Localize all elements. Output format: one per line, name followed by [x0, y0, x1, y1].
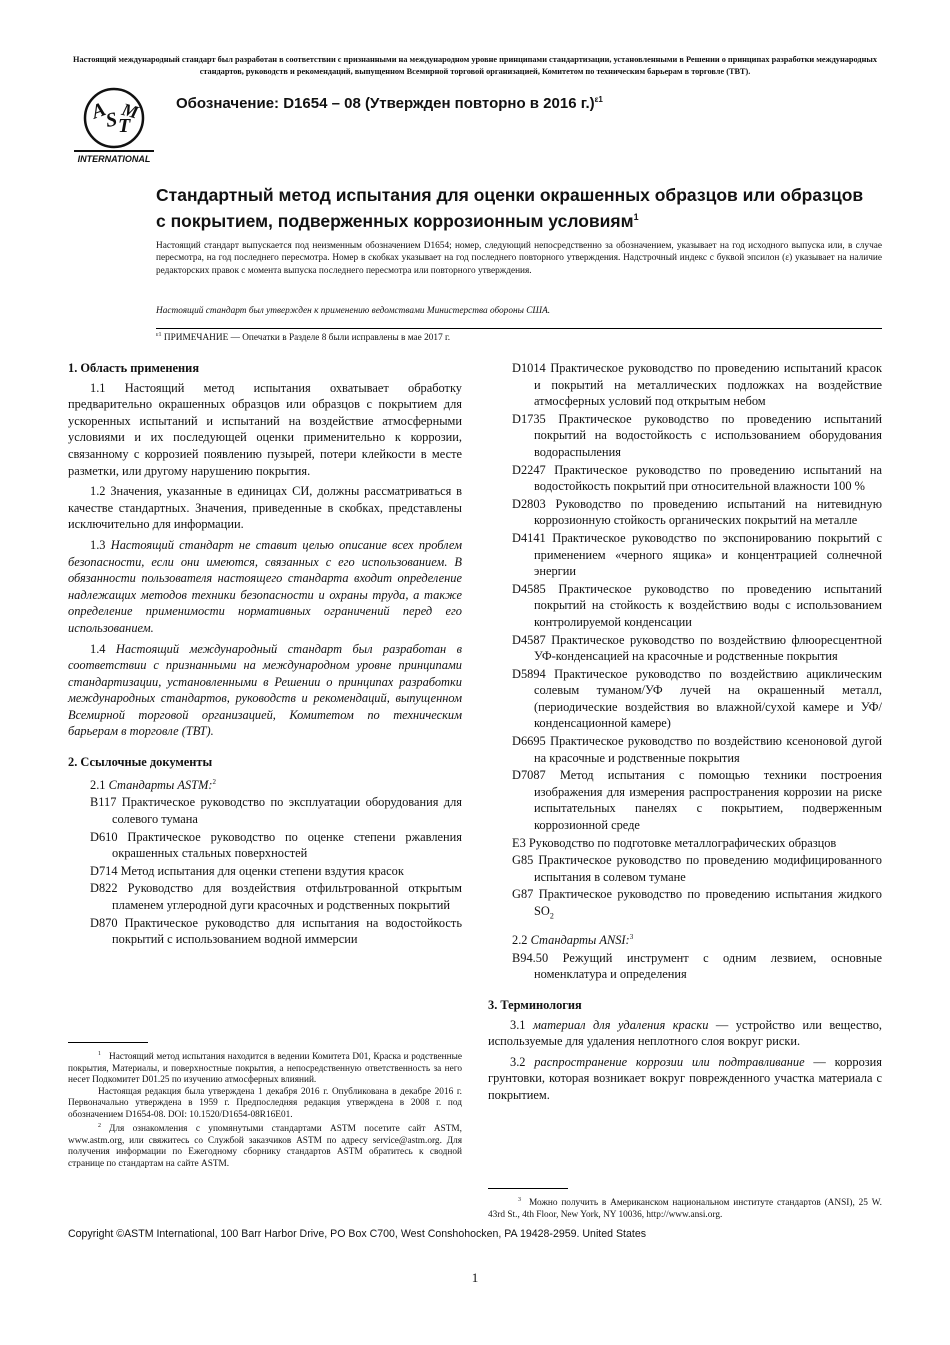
paragraph-1-3: 1.3 Настоящий стандарт не ставит целью описание всех проблем безопасности, если они имеются, связанных с его использованием. В обязанности пользователя настоящего стандарта входит определение надлежащих методов техники безопасности и охраны труда, а также определение применимости нормативных ограничений перед его использованием.	[68, 537, 462, 635]
svg-text:INTERNATIONAL: INTERNATIONAL	[77, 154, 151, 164]
reference-item: D610 Практическое руководство по оценке степени ржавления окрашенных стальных поверхностей	[90, 829, 462, 861]
reference-item-ansi: B94.50 Режущий инструмент с одним лезвием, основные номенклатура и определения	[512, 950, 882, 982]
footnotes-left	[68, 1042, 462, 1170]
footnote-divider	[68, 1042, 148, 1043]
reference-item: D1014 Практическое руководство по проведению испытаний красок и покрытий на металлических подложках на воздействие атмосферных условий под открытым небом	[512, 361, 882, 409]
reference-item: D7087 Метод испытания с помощью техники построения изображения для измерения распространения коррозии на риске испытательных панелях с покрытием, подверженным коррозионной среде	[512, 768, 882, 833]
designation: Обозначение: D1654 – 08 (Утвержден повторно в 2016 г.)$^{\varepsilon 1}$	[176, 95, 603, 112]
reference-item: D870 Практическое руководство для испытания на водостойкость покрытий с использованием водной иммерсии	[90, 915, 462, 947]
dod-approval-note: Настоящий стандарт был утвержден к применению ведомствами Министерства обороны США.	[156, 306, 551, 316]
reference-item: D822 Руководство для воздействия отфильтрованной открытым пламенем углеродной дуги красочных и родственных покрытий	[90, 881, 462, 912]
paragraph-1-1: 1.1 Настоящий метод испытания охватывает обработку предварительно окрашенных образцов или образцов с покрытием для ускоренных испытаний и испытаний на воздействие атмосферными условиями и их последующей оценки применительно к коррозии, связанному с коррозией появлению пузырей, потери клейкости в месте разметки, или другому нарушению покрытия.	[68, 380, 462, 478]
svg-text:M: M	[119, 99, 141, 123]
reference-item: D5894 Практическое руководство по воздействию ациклическим солевым туманом/УФ лучей на окрашенный металл, (периодические воздействия во влажной/сухой камере и УФ/конденсационной камере)	[512, 666, 882, 731]
editorial-note: $^{\varepsilon 1}$ ПРИМЕЧАНИЕ — Опечатки в Разделе 8 были исправлены в мае 2017 г.	[156, 328, 882, 343]
section-1-heading: 1. Область применения	[68, 361, 200, 375]
astm-logo	[72, 86, 156, 166]
document-title: Стандартный метод испытания для оценки окрашенных образцов или образцов с покрытием, подверженных коррозионным условиям$^1$	[156, 185, 864, 231]
reference-item: D2247 Практическое руководство по проведению испытаний на водостойкость покрытий при относительной влажности 100 %	[512, 462, 882, 494]
reference-item: B117 Практическое руководство по эксплуатации оборудования для солевого тумана	[90, 795, 462, 826]
paragraph-1-2: 1.2 Значения, указанные в единицах СИ, должны рассматриваться в качестве стандартных. Значения, приведенные в скобках, представлены исключительно для информации.	[68, 484, 462, 532]
ansi-standards-subheading: 2.2 Стандарты ANSI:$^3$	[512, 933, 634, 948]
footnote-1-continued: Настоящая редакция была утверждена 1 декабря 2016 г. Опубликована в декабре 2016 г. Первоначально утверждена в 1959 г. Предпоследняя редакция утверждена в 2008 г. под обозначением D1654-08. DOI: 10.1520/D1654-08R16E01.	[68, 1086, 462, 1120]
footnotes-right	[488, 1188, 882, 1221]
definition-3-1: 3.1 материал для удаления краски — устройство или вещество, используемые для удаления неплотного слоя вокруг риски.	[488, 1017, 883, 1049]
astm-standards-subheading: 2.1 Стандарты ASTM:$^2$	[90, 777, 217, 792]
footnote-divider	[488, 1188, 568, 1189]
reference-item: E3 Руководство по подготовке металлографических образцов	[512, 835, 837, 850]
footnote-1: $^1$ Настоящий метод испытания находится в ведении Комитета D01, Краска и родственные покрытия, Материалы, и поверхностные покрытия, а непосредственную ответственность за него несет Подкомитет D01.25 по изучению атмосферных влияний.	[68, 1051, 462, 1086]
reference-item: D1735 Практическое руководство по проведению испытаний покрытий на водостойкость с использованием оборудования водораспыления	[512, 411, 882, 459]
svg-text:T: T	[118, 115, 131, 137]
footnote-2: $^2$ Для ознакомления с упомянутыми стандартами ASTM посетите сайт ASTM, www.astm.org, или свяжитесь со Службой заказчиков ASTM по адресу service@astm.org. Для получения информации по Ежегодному сборнику стандартов ASTM обратитесь к сводной странице по стандартам на сайте ASTM.	[68, 1123, 462, 1169]
definition-3-2: 3.2 распространение коррозии или подтравливание — коррозия грунтовки, которая возникает вокруг поврежденного участка материала с покрытием.	[488, 1054, 882, 1102]
reference-item: D2803 Руководство по проведению испытаний на нитевидную коррозионную стойкость органических покрытий на металле	[512, 496, 882, 528]
left-column	[68, 360, 462, 949]
copyright-line: Copyright ©ASTM International, 100 Barr Harbor Drive, PO Box C700, West Conshohocken, PA 19428-2959. United States	[68, 1228, 647, 1240]
issuance-note: Настоящий стандарт выпускается под неизменным обозначением D1654; номер, следующий непосредственно за обозначением, указывает на год исходного выпуска или, в случае пересмотра, на год последнего пересмотра. Номер в скобках указывает на год последнего повторного утверждения. Надстрочный индекс с буквой эпсилон (ε) указывает на наличие редакторских правок с момента выпуска последнего пересмотра или повторного утверждения.	[156, 241, 882, 276]
page-number: 1	[471, 1270, 479, 1285]
footnote-3: $^3$ Можно получить в Американском национальном институте стандартов (ANSI), 25 W. 43rd St., 4th Floor, New York, NY 10036, http://www.ansi.org.	[488, 1197, 882, 1220]
section-2-heading: 2. Ссылочные документы	[68, 755, 213, 770]
reference-item: D4141 Практическое руководство по экспонированию покрытий с применением «черного ящика» и концентрацией солнечной энергии	[512, 530, 882, 579]
reference-item: D714 Метод испытания для оценки степени вздутия красок	[90, 863, 404, 878]
right-column	[488, 360, 883, 1108]
paragraph-1-4: 1.4 Настоящий международный стандарт был разработан в соответствии с признанными на международном уровне принципами стандартизации, установленными в Решении о принципах разработки международных стандартов, руководств и рекомендаций, выпущенном Всемирной торговой организацией, Комитетом по техническим барьерам в торговле (ТВТ).	[68, 641, 462, 739]
international-standard-notice: Настоящий международный стандарт был разработан в соответствии с признанными на международном уровне принципами стандартизации, установленными в Решении о принципах разработки международных стандартов, руководств и рекомендаций, выпущенном Всемирной торговой организацией, Комитетом по техническим барьерам в торговле (ТВТ).	[73, 55, 877, 76]
reference-item: D6695 Практическое руководство по воздействию ксеноновой дугой на красочные и родственные покрытия	[512, 734, 882, 765]
section-3-heading: 3. Терминология	[488, 997, 582, 1012]
svg-text:S: S	[104, 108, 119, 132]
reference-item: G85 Практическое руководство по проведению модифицированного испытания в солевом тумане	[512, 853, 882, 884]
svg-text:A: A	[88, 98, 109, 124]
reference-item: D4587 Практическое руководство по воздействию флюоресцентной УФ-конденсацией на красочные и родственные покрытия	[512, 632, 882, 664]
reference-item: D4585 Практическое руководство по проведению испытаний покрытий на стойкость к воздействию воды с использованием контролируемой конденсации	[512, 581, 882, 629]
reference-item-g87: G87 Практическое руководство по проведению испытания жидкого $SO_2$	[512, 887, 882, 921]
